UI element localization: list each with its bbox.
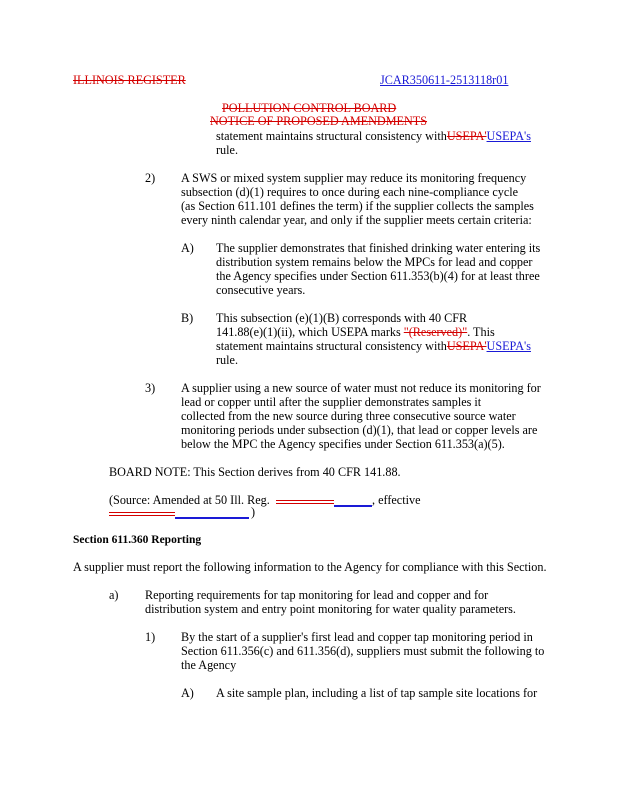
header-center-line2: NOTICE OF PROPOSED AMENDMENTS: [210, 114, 428, 128]
item-A-line: the Agency specifies under Section 611.353(b)(4) for at least three: [216, 269, 540, 283]
item-2-line: subsection (d)(1) requires to once during each nine-compliance cycle: [181, 185, 519, 199]
item-A-line: distribution system remains below the MPCs for lead and copper: [216, 255, 533, 269]
header-right: JCAR350611-2513118r01: [380, 73, 509, 87]
item-a1A-number: A): [181, 686, 194, 700]
source-text: (Source: Amended at 50 Ill. Reg.: [109, 493, 270, 507]
item-3-line: A supplier using a new source of water must not reduce its monitoring for: [181, 381, 541, 395]
item-3-line: monitoring periods under subsection (d)(1), that lead or copper levels are: [181, 423, 538, 437]
header-left: ILLINOIS REGISTER: [73, 73, 186, 87]
item-a1-number: 1): [145, 630, 156, 644]
item-2-line: (as Section 611.101 defines the term) if the supplier collects the samples: [181, 199, 534, 213]
item-3-number: 3): [145, 381, 156, 395]
item-A-number: A): [181, 241, 194, 255]
item-a1-line: Section 611.356(c) and 611.356(d), suppliers must submit the following to: [181, 644, 545, 658]
inserted-text: USEPA's: [486, 129, 531, 143]
deleted-text: USEPA': [446, 129, 487, 143]
item-A-line: The supplier demonstrates that finished drinking water entering its: [216, 241, 541, 255]
item-a-line: Reporting requirements for tap monitoring for lead and copper and for: [145, 588, 489, 602]
source-blank-deleted: [109, 512, 175, 513]
source-close: ): [251, 505, 256, 519]
section-heading: Section 611.360 Reporting: [73, 534, 202, 546]
deleted-text: "(Reserved)": [403, 325, 468, 339]
inserted-text: USEPA's: [486, 339, 531, 353]
item-B-text: 141.88(e)(1)(ii), which USEPA marks: [216, 325, 404, 339]
item-3-line: collected from the new source during three consecutive source water: [181, 409, 516, 423]
header-center-line1: POLLUTION CONTROL BOARD: [222, 101, 397, 115]
item-2-number: 2): [145, 171, 156, 185]
item-2-line: A SWS or mixed system supplier may reduce its monitoring frequency: [181, 171, 527, 185]
item-a-line: distribution system and entry point monitoring for water quality parameters.: [145, 602, 516, 616]
item-a1-line: By the start of a supplier's first lead and copper tap monitoring period in: [181, 630, 533, 644]
item-3-line: below the MPC the Agency specifies under Section 611.353(a)(5).: [181, 437, 505, 451]
board-note: BOARD NOTE: This Section derives from 40 CFR 141.88.: [109, 465, 401, 479]
source-blank-inserted: [334, 505, 372, 507]
item-a-number: a): [109, 588, 119, 602]
item-B-line: rule.: [216, 353, 238, 367]
section-intro: A supplier must report the following information to the Agency for compliance with this Section.: [73, 560, 547, 574]
item-B-line: [216, 325, 495, 339]
continuation-line: [216, 129, 531, 143]
item-B-line: This subsection (e)(1)(B) corresponds with 40 CFR: [216, 311, 468, 325]
item-a1A-line: A site sample plan, including a list of tap sample site locations for: [216, 686, 538, 700]
source-blank-inserted: [175, 517, 249, 519]
source-blank-deleted: [276, 503, 334, 504]
continuation-end: rule.: [216, 143, 238, 157]
continuation-text: statement maintains structural consistency with: [216, 129, 447, 143]
item-B-number: B): [181, 311, 194, 325]
source-effective: , effective: [372, 493, 421, 507]
item-B-line: [216, 339, 531, 353]
deleted-text: USEPA': [446, 339, 487, 353]
item-2-line: every ninth calendar year, and only if the supplier meets certain criteria:: [181, 213, 532, 227]
source-blank-deleted: [276, 500, 334, 501]
item-a1-line: the Agency: [181, 658, 237, 672]
source-blank-deleted: [109, 515, 175, 516]
item-B-text: . This: [467, 325, 495, 339]
item-B-text: statement maintains structural consistency with: [216, 339, 447, 353]
item-3-line: lead or copper until after the supplier demonstrates samples it: [181, 395, 482, 409]
item-A-line: consecutive years.: [216, 283, 306, 297]
